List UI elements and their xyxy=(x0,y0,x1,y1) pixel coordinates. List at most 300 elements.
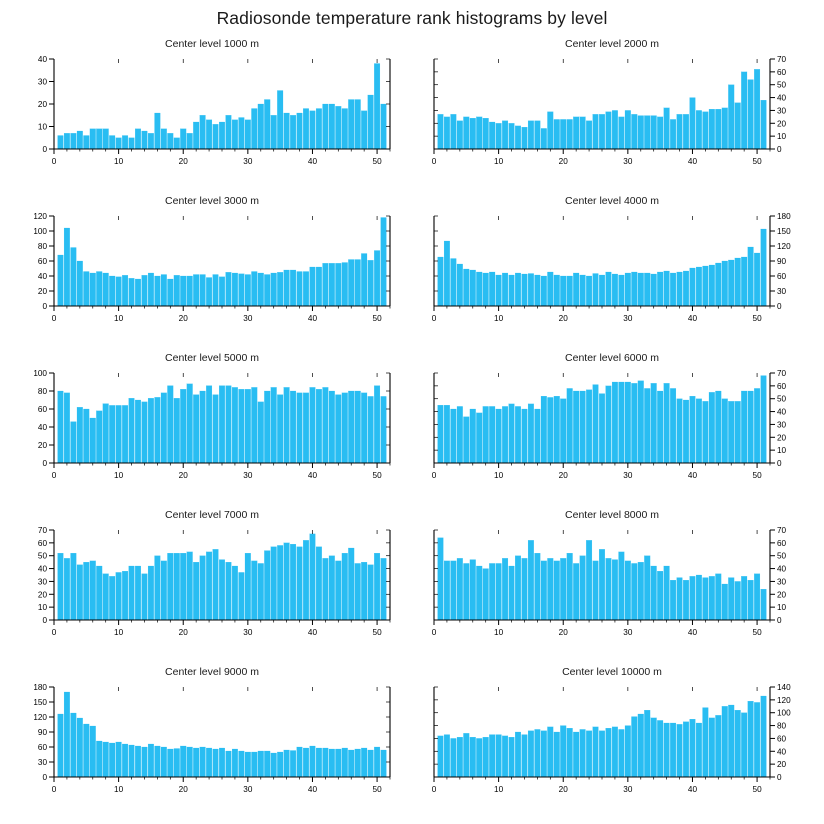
histogram-bar xyxy=(580,391,586,463)
histogram-bar xyxy=(735,581,741,620)
histogram-bar xyxy=(264,391,270,463)
histogram-bar xyxy=(116,277,122,306)
panel-title: Center level 9000 m xyxy=(165,666,259,678)
y-tick-label: 70 xyxy=(37,526,47,535)
bars-group xyxy=(58,384,387,463)
histogram-bar xyxy=(187,552,193,620)
histogram-panel xyxy=(12,509,412,666)
histogram-bar xyxy=(522,735,528,777)
histogram-bar xyxy=(180,129,186,149)
y-tick-label: 40 xyxy=(37,564,47,574)
histogram-bar xyxy=(368,565,374,620)
histogram-bar xyxy=(522,409,528,463)
histogram-bar xyxy=(741,576,747,620)
histogram-bar xyxy=(619,275,625,306)
histogram-bar xyxy=(644,273,650,306)
x-tick-label: 40 xyxy=(687,785,698,794)
y-tick-label: 10 xyxy=(777,132,787,142)
histogram-bar xyxy=(438,114,444,149)
histogram-bar xyxy=(476,566,482,620)
histogram-bar xyxy=(612,110,618,149)
histogram-bar xyxy=(109,276,115,306)
histogram-bar xyxy=(515,126,521,149)
histogram-bar xyxy=(709,718,715,777)
histogram-bar xyxy=(703,708,709,777)
histogram-bar xyxy=(599,275,605,306)
histogram-bar xyxy=(155,276,161,306)
histogram-bar xyxy=(174,553,180,620)
x-tick-label: 50 xyxy=(752,628,762,637)
histogram-bar xyxy=(483,406,489,463)
histogram-bar xyxy=(206,552,212,620)
histogram-bar xyxy=(709,265,715,306)
histogram-bar xyxy=(761,589,767,620)
histogram-bar xyxy=(355,563,361,620)
histogram-bar xyxy=(335,106,341,149)
histogram-bar xyxy=(96,411,102,463)
histogram-bar xyxy=(444,117,450,149)
histogram-bar xyxy=(187,384,193,463)
histogram-bar xyxy=(258,104,264,149)
y-tick-label: 40 xyxy=(777,564,787,574)
y-tick-label: 0 xyxy=(42,145,47,154)
histogram-bar xyxy=(593,727,599,777)
y-tick-label: 80 xyxy=(777,721,787,731)
histogram-bar xyxy=(251,387,257,463)
histogram-bar xyxy=(657,571,663,620)
histogram-bar xyxy=(232,387,238,463)
histogram-bar xyxy=(664,383,670,463)
histogram-bar xyxy=(264,100,270,150)
histogram-bar xyxy=(567,119,573,149)
histogram-bar xyxy=(722,399,728,463)
histogram-bar xyxy=(245,120,251,149)
histogram-bar xyxy=(567,388,573,463)
histogram-bar xyxy=(631,272,637,306)
histogram-bar xyxy=(612,560,618,620)
histogram-bar xyxy=(290,391,296,463)
histogram-bar xyxy=(161,275,167,307)
histogram-bar xyxy=(599,549,605,620)
histogram-bar xyxy=(355,100,361,150)
histogram-bar xyxy=(83,136,89,150)
histogram-bar xyxy=(251,109,257,150)
x-tick-label: 20 xyxy=(558,628,568,637)
histogram-bar xyxy=(535,121,541,149)
histogram-bar xyxy=(638,562,644,620)
histogram-bar xyxy=(541,396,547,463)
histogram-bar xyxy=(135,746,141,777)
histogram-bar xyxy=(122,571,128,620)
histogram-bar xyxy=(651,274,657,306)
y-tick-label: 20 xyxy=(777,433,787,443)
histogram-bar xyxy=(696,399,702,463)
histogram-bar xyxy=(502,736,508,777)
histogram-bar xyxy=(715,715,721,777)
y-tick-label: 10 xyxy=(777,446,787,456)
y-tick-label: 40 xyxy=(37,423,47,432)
y-tick-label: 0 xyxy=(777,459,782,468)
x-tick-label: 30 xyxy=(623,785,633,794)
histogram-bar xyxy=(83,562,89,620)
x-tick-label: 20 xyxy=(558,157,568,166)
histogram-bar xyxy=(476,117,482,149)
histogram-bar xyxy=(277,272,283,306)
y-tick-label: 180 xyxy=(777,212,791,221)
histogram-bar xyxy=(116,405,122,463)
y-tick-label: 20 xyxy=(37,441,47,450)
histogram-bar xyxy=(90,561,96,620)
histogram-bar xyxy=(355,260,361,307)
histogram-bar xyxy=(599,114,605,149)
histogram-bar xyxy=(329,556,335,620)
histogram-bar xyxy=(226,751,232,777)
histogram-bar xyxy=(239,274,245,306)
histogram-bar xyxy=(470,409,476,463)
histogram-bar xyxy=(541,561,547,620)
histogram-bar xyxy=(535,729,541,777)
histogram-bar xyxy=(509,404,515,463)
histogram-bar xyxy=(129,278,135,306)
histogram-bar xyxy=(167,553,173,620)
histogram-bar xyxy=(193,395,199,463)
histogram-bar xyxy=(258,402,264,463)
histogram-bar xyxy=(64,133,70,149)
y-tick-label: 90 xyxy=(37,728,47,737)
histogram-bar xyxy=(232,566,238,620)
y-tick-label: 60 xyxy=(777,67,787,77)
histogram-bar xyxy=(573,563,579,620)
x-tick-label: 50 xyxy=(752,157,762,166)
x-tick-label: 10 xyxy=(494,314,504,323)
y-tick-label: 30 xyxy=(777,577,787,587)
x-tick-label: 0 xyxy=(51,628,57,637)
histogram-bar xyxy=(683,114,689,149)
histogram-bar xyxy=(619,552,625,620)
y-tick-label: 100 xyxy=(777,708,791,718)
histogram-bar xyxy=(761,696,767,777)
histogram-bar xyxy=(728,401,734,463)
x-tick-label: 0 xyxy=(431,314,437,323)
histogram-bar xyxy=(444,405,450,463)
y-tick-label: 100 xyxy=(33,227,47,236)
histogram-bar xyxy=(103,574,109,620)
histogram-bar xyxy=(438,736,444,777)
histogram-bar xyxy=(735,103,741,149)
histogram-bar xyxy=(696,723,702,777)
histogram-bar xyxy=(90,418,96,463)
histogram-bar xyxy=(368,95,374,149)
histogram-bar xyxy=(522,127,528,149)
histogram-bar xyxy=(547,727,553,777)
histogram-bar xyxy=(728,260,734,306)
histogram-panel xyxy=(12,352,412,509)
histogram-bar xyxy=(213,124,219,149)
histogram-bar xyxy=(470,270,476,306)
histogram-bar xyxy=(219,748,225,777)
histogram-bar xyxy=(316,748,322,777)
histogram-bar xyxy=(109,136,115,150)
histogram-bar xyxy=(657,391,663,463)
histogram-bar xyxy=(677,724,683,777)
histogram-bar xyxy=(470,560,476,620)
histogram-bar xyxy=(284,750,290,777)
histogram-bar xyxy=(651,566,657,620)
histogram-bar xyxy=(470,118,476,149)
histogram-bar xyxy=(381,558,387,620)
histogram-bar xyxy=(239,572,245,620)
histogram-bar xyxy=(638,116,644,149)
histogram-bar xyxy=(547,397,553,463)
histogram-bar xyxy=(573,391,579,463)
histogram-bar xyxy=(361,393,367,463)
histogram-bar xyxy=(496,275,502,306)
y-tick-label: 60 xyxy=(37,538,47,548)
y-tick-label: 20 xyxy=(777,760,787,770)
y-tick-label: 40 xyxy=(777,407,787,417)
plot-area xyxy=(412,210,812,325)
plot-area xyxy=(412,681,812,796)
histogram-bar xyxy=(381,396,387,463)
x-tick-label: 40 xyxy=(687,157,698,166)
plot-area xyxy=(412,524,812,639)
histogram-bar xyxy=(71,133,77,149)
histogram-bar xyxy=(476,272,482,306)
y-tick-label: 30 xyxy=(777,420,787,430)
histogram-bar xyxy=(58,255,64,306)
histogram-bar xyxy=(77,718,83,777)
histogram-bar xyxy=(664,566,670,620)
y-tick-label: 120 xyxy=(777,242,791,251)
panel-title: Center level 3000 m xyxy=(165,195,259,207)
x-tick-label: 40 xyxy=(307,785,318,794)
histogram-bar xyxy=(709,109,715,149)
histogram-bar xyxy=(631,717,637,777)
histogram-panel xyxy=(412,195,812,352)
histogram-bar xyxy=(193,122,199,149)
y-tick-label: 20 xyxy=(37,287,47,296)
histogram-bar xyxy=(748,80,754,149)
histogram-bar xyxy=(670,723,676,777)
histogram-bar xyxy=(535,553,541,620)
x-tick-label: 10 xyxy=(494,785,504,794)
histogram-bar xyxy=(226,272,232,306)
x-tick-label: 40 xyxy=(687,628,698,637)
histogram-bar xyxy=(457,264,463,306)
histogram-bar xyxy=(515,273,521,306)
histogram-bar xyxy=(96,566,102,620)
histogram-bar xyxy=(129,566,135,620)
histogram-bar xyxy=(735,401,741,463)
histogram-bar xyxy=(722,706,728,777)
histogram-bar xyxy=(554,561,560,620)
histogram-bar xyxy=(206,120,212,149)
bars-group xyxy=(438,696,767,777)
histogram-bar xyxy=(703,578,709,620)
histogram-bar xyxy=(541,276,547,306)
histogram-bar xyxy=(547,112,553,149)
histogram-bar xyxy=(245,752,251,777)
histogram-bar xyxy=(381,750,387,777)
histogram-bar xyxy=(444,241,450,306)
y-tick-label: 150 xyxy=(777,227,791,236)
histogram-bar xyxy=(316,389,322,463)
panel-title: Center level 1000 m xyxy=(165,38,259,50)
y-tick-label: 50 xyxy=(777,394,787,404)
plot-area xyxy=(412,53,812,168)
histogram-bar xyxy=(167,133,173,149)
histogram-panel xyxy=(12,666,412,823)
histogram-bar xyxy=(599,394,605,463)
histogram-bar xyxy=(625,561,631,620)
histogram-bar xyxy=(586,121,592,149)
y-tick-label: 90 xyxy=(777,257,787,266)
x-tick-label: 50 xyxy=(752,785,762,794)
plot-area xyxy=(12,524,412,639)
histogram-bar xyxy=(77,565,83,620)
histogram-bar xyxy=(593,114,599,149)
histogram-bar xyxy=(83,724,89,777)
y-tick-label: 0 xyxy=(42,459,47,468)
histogram-bar xyxy=(303,272,309,307)
y-tick-label: 0 xyxy=(777,616,782,625)
histogram-bar xyxy=(161,561,167,620)
histogram-bar xyxy=(554,396,560,463)
y-tick-label: 40 xyxy=(777,93,787,103)
histogram-bar xyxy=(251,561,257,620)
histogram-svg xyxy=(412,210,812,330)
histogram-bar xyxy=(290,751,296,778)
histogram-bar xyxy=(83,272,89,307)
histogram-bar xyxy=(135,400,141,463)
histogram-bar xyxy=(174,138,180,149)
x-tick-label: 30 xyxy=(623,314,633,323)
histogram-bar xyxy=(489,563,495,620)
histogram-bar xyxy=(374,386,380,463)
histogram-bar xyxy=(586,731,592,777)
histogram-bar xyxy=(226,115,232,149)
x-tick-label: 10 xyxy=(114,314,124,323)
histogram-bar xyxy=(96,129,102,149)
histogram-bar xyxy=(761,376,767,463)
histogram-bar xyxy=(677,114,683,149)
y-tick-label: 0 xyxy=(777,145,782,154)
x-tick-label: 30 xyxy=(623,628,633,637)
y-tick-label: 60 xyxy=(777,272,787,281)
histogram-bar xyxy=(599,731,605,777)
y-tick-label: 0 xyxy=(42,302,47,311)
histogram-bar xyxy=(271,115,277,149)
histogram-bar xyxy=(528,731,534,777)
histogram-bar xyxy=(355,749,361,777)
x-tick-label: 20 xyxy=(178,785,188,794)
histogram-bar xyxy=(677,272,683,306)
histogram-bar xyxy=(670,388,676,463)
histogram-bar xyxy=(109,576,115,620)
histogram-bar xyxy=(451,409,457,463)
histogram-bar xyxy=(496,563,502,620)
histogram-bar xyxy=(64,393,70,463)
x-tick-label: 40 xyxy=(307,157,318,166)
histogram-bar xyxy=(71,248,77,307)
histogram-bar xyxy=(496,123,502,149)
histogram-bar xyxy=(625,726,631,777)
histogram-bar xyxy=(644,116,650,149)
histogram-bar xyxy=(258,273,264,306)
histogram-bar xyxy=(103,742,109,777)
histogram-bar xyxy=(651,718,657,777)
histogram-bar xyxy=(129,398,135,463)
histogram-bar xyxy=(303,393,309,463)
x-tick-label: 40 xyxy=(687,471,698,480)
histogram-bar xyxy=(463,733,469,777)
histogram-bar xyxy=(515,732,521,777)
y-tick-label: 60 xyxy=(37,743,47,752)
histogram-bar xyxy=(580,275,586,306)
x-tick-label: 10 xyxy=(114,471,124,480)
panel-title: Center level 8000 m xyxy=(565,509,659,521)
histogram-bar xyxy=(323,387,329,463)
panel-title: Center level 4000 m xyxy=(565,195,659,207)
histogram-bar xyxy=(541,731,547,777)
histogram-bar xyxy=(174,398,180,463)
histogram-bar xyxy=(135,129,141,149)
histogram-bar xyxy=(251,752,257,777)
histogram-svg xyxy=(12,524,412,644)
histogram-bar xyxy=(348,391,354,463)
histogram-bar xyxy=(374,64,380,150)
histogram-bar xyxy=(496,735,502,777)
histogram-bar xyxy=(696,267,702,306)
histogram-bar xyxy=(748,247,754,306)
histogram-bar xyxy=(560,119,566,149)
histogram-bar xyxy=(342,553,348,620)
histogram-bar xyxy=(368,750,374,777)
histogram-bar xyxy=(77,131,83,149)
histogram-bar xyxy=(502,273,508,306)
histogram-svg xyxy=(12,681,412,801)
histogram-bar xyxy=(90,726,96,777)
plot-area xyxy=(12,367,412,482)
y-tick-label: 40 xyxy=(777,747,787,757)
histogram-bar xyxy=(335,749,341,777)
x-tick-label: 50 xyxy=(752,314,762,323)
histogram-bar xyxy=(316,547,322,620)
histogram-panel xyxy=(12,38,412,195)
histogram-bar xyxy=(122,136,128,150)
histogram-svg xyxy=(412,524,812,644)
histogram-bar xyxy=(696,110,702,149)
histogram-bar xyxy=(200,747,206,777)
histogram-bar xyxy=(284,387,290,463)
histogram-bar xyxy=(232,273,238,306)
histogram-bar xyxy=(735,258,741,306)
histogram-bar xyxy=(116,572,122,620)
histogram-bar xyxy=(515,406,521,463)
histogram-bar xyxy=(470,737,476,777)
histogram-bar xyxy=(715,574,721,620)
histogram-bar xyxy=(167,749,173,777)
histogram-bar xyxy=(728,85,734,149)
histogram-bar xyxy=(677,578,683,620)
histogram-bar xyxy=(644,388,650,463)
histogram-bar xyxy=(554,275,560,306)
histogram-bar xyxy=(348,548,354,620)
histogram-bar xyxy=(342,109,348,150)
bars-group xyxy=(58,692,387,777)
y-tick-label: 100 xyxy=(33,369,47,378)
histogram-bar xyxy=(528,540,534,620)
